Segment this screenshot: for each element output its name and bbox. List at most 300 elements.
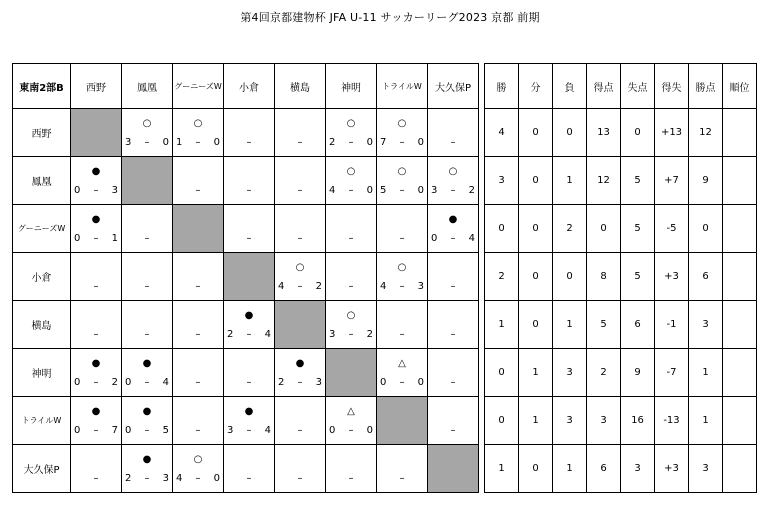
away-goals: 3 xyxy=(162,473,169,484)
score-separator: – xyxy=(450,233,456,244)
result-symbol: ● xyxy=(295,358,305,369)
unplayed-dash: – xyxy=(93,281,99,292)
column-team-header: 神明 xyxy=(326,64,377,109)
stat-value: 4 xyxy=(485,109,519,157)
score-separator: – xyxy=(297,281,303,292)
home-goals: 5 xyxy=(380,185,387,196)
result-symbol: ● xyxy=(244,406,254,417)
unplayed-match-cell xyxy=(173,157,224,205)
match-result-cell xyxy=(428,205,479,253)
match-result-cell xyxy=(71,349,122,397)
match-score xyxy=(278,281,322,293)
result-symbol: ● xyxy=(448,214,458,225)
home-goals: 3 xyxy=(227,425,234,436)
result-symbol: ● xyxy=(142,406,152,417)
away-goals: 2 xyxy=(111,377,118,388)
stat-value: +3 xyxy=(655,253,689,301)
team-row xyxy=(13,397,479,445)
unplayed-match-cell xyxy=(428,397,479,445)
stat-value: 1 xyxy=(689,349,723,397)
score-separator: – xyxy=(246,329,252,340)
score-separator: – xyxy=(348,425,354,436)
stat-value: 1 xyxy=(553,445,587,493)
stats-header-row xyxy=(485,64,757,109)
self-match-cell xyxy=(71,109,122,157)
score-separator: – xyxy=(348,137,354,148)
unplayed-match-cell xyxy=(224,205,275,253)
unplayed-dash: – xyxy=(144,329,150,340)
stat-value: 0 xyxy=(485,397,519,445)
unplayed-dash: – xyxy=(297,233,303,244)
stat-value: 0 xyxy=(621,109,655,157)
stat-value: -5 xyxy=(655,205,689,253)
match-result-cell xyxy=(173,109,224,157)
home-goals: 0 xyxy=(125,425,132,436)
home-goals: 0 xyxy=(431,233,438,244)
self-match-cell xyxy=(326,349,377,397)
result-symbol: ○ xyxy=(448,166,458,177)
row-team-header: 西野 xyxy=(13,109,71,157)
away-goals: 4 xyxy=(264,329,271,340)
unplayed-dash: – xyxy=(195,185,201,196)
stat-value xyxy=(723,445,757,493)
unplayed-dash: – xyxy=(450,137,456,148)
home-goals: 0 xyxy=(329,425,336,436)
score-separator: – xyxy=(93,233,99,244)
column-team-header: グーニーズW xyxy=(173,64,224,109)
result-symbol: ○ xyxy=(397,166,407,177)
match-result-cell xyxy=(377,253,428,301)
away-goals: 3 xyxy=(417,281,424,292)
match-score xyxy=(74,185,118,197)
match-score xyxy=(125,425,169,437)
unplayed-dash: – xyxy=(246,137,252,148)
away-goals: 0 xyxy=(417,185,424,196)
unplayed-match-cell xyxy=(122,205,173,253)
stat-value: 6 xyxy=(689,253,723,301)
unplayed-dash: – xyxy=(399,233,405,244)
score-separator: – xyxy=(93,185,99,196)
stat-value: 1 xyxy=(519,397,553,445)
unplayed-match-cell xyxy=(428,349,479,397)
column-team-header: 大久保P xyxy=(428,64,479,109)
match-result-cell xyxy=(428,157,479,205)
stat-value: +3 xyxy=(655,445,689,493)
row-team-header: 神明 xyxy=(13,349,71,397)
match-score xyxy=(431,233,475,245)
match-result-cell xyxy=(275,349,326,397)
group-label: 東南2部B xyxy=(13,64,71,109)
stat-value xyxy=(723,349,757,397)
stat-value: -13 xyxy=(655,397,689,445)
unplayed-dash: – xyxy=(246,377,252,388)
score-separator: – xyxy=(195,137,201,148)
self-match-cell xyxy=(173,205,224,253)
match-score xyxy=(227,329,271,341)
away-goals: 1 xyxy=(111,233,118,244)
home-goals: 2 xyxy=(227,329,234,340)
away-goals: 0 xyxy=(213,473,220,484)
score-separator: – xyxy=(246,425,252,436)
away-goals: 0 xyxy=(417,137,424,148)
unplayed-dash: – xyxy=(144,233,150,244)
self-match-cell xyxy=(377,397,428,445)
unplayed-dash: – xyxy=(195,425,201,436)
stat-value: 0 xyxy=(519,157,553,205)
stat-value: 3 xyxy=(485,157,519,205)
match-result-cell xyxy=(122,349,173,397)
stat-value: 1 xyxy=(519,349,553,397)
away-goals: 0 xyxy=(366,185,373,196)
unplayed-dash: – xyxy=(144,281,150,292)
unplayed-dash: – xyxy=(297,425,303,436)
score-separator: – xyxy=(348,185,354,196)
match-score xyxy=(125,137,169,149)
home-goals: 0 xyxy=(380,377,387,388)
match-score xyxy=(380,185,424,197)
self-match-cell xyxy=(428,445,479,493)
unplayed-match-cell xyxy=(71,445,122,493)
stat-value: 2 xyxy=(587,349,621,397)
unplayed-match-cell xyxy=(224,157,275,205)
match-score xyxy=(74,377,118,389)
stat-value xyxy=(723,301,757,349)
away-goals: 3 xyxy=(111,185,118,196)
home-goals: 2 xyxy=(278,377,285,388)
away-goals: 7 xyxy=(111,425,118,436)
match-score xyxy=(329,329,373,341)
stat-column-header: 負 xyxy=(553,64,587,109)
home-goals: 4 xyxy=(380,281,387,292)
stat-value: 3 xyxy=(553,349,587,397)
score-separator: – xyxy=(348,329,354,340)
column-team-header: 小倉 xyxy=(224,64,275,109)
stats-row xyxy=(485,349,757,397)
row-team-header: 鳳凰 xyxy=(13,157,71,205)
unplayed-match-cell xyxy=(377,301,428,349)
match-result-cell xyxy=(122,109,173,157)
stats-row xyxy=(485,253,757,301)
unplayed-dash: – xyxy=(450,425,456,436)
unplayed-dash: – xyxy=(93,473,99,484)
match-score xyxy=(125,473,169,485)
stat-value: 5 xyxy=(621,205,655,253)
away-goals: 2 xyxy=(366,329,373,340)
stat-value: 9 xyxy=(621,349,655,397)
unplayed-match-cell xyxy=(122,253,173,301)
stat-value: -7 xyxy=(655,349,689,397)
stat-column-header: 順位 xyxy=(723,64,757,109)
unplayed-match-cell xyxy=(224,109,275,157)
unplayed-match-cell xyxy=(275,109,326,157)
stats-row xyxy=(485,109,757,157)
stat-value: 6 xyxy=(621,301,655,349)
score-separator: – xyxy=(297,377,303,388)
stat-value: 0 xyxy=(519,445,553,493)
stat-value: +13 xyxy=(655,109,689,157)
match-result-cell xyxy=(377,109,428,157)
stat-value: +7 xyxy=(655,157,689,205)
unplayed-match-cell xyxy=(71,301,122,349)
stat-column-header: 勝 xyxy=(485,64,519,109)
unplayed-dash: – xyxy=(297,473,303,484)
match-score xyxy=(329,137,373,149)
result-symbol: ○ xyxy=(346,310,356,321)
away-goals: 2 xyxy=(468,185,475,196)
stat-value: 12 xyxy=(587,157,621,205)
score-separator: – xyxy=(195,473,201,484)
result-symbol: ● xyxy=(91,166,101,177)
stat-column-header: 分 xyxy=(519,64,553,109)
stat-value: 9 xyxy=(689,157,723,205)
stat-column-header: 失点 xyxy=(621,64,655,109)
score-separator: – xyxy=(450,185,456,196)
matrix-header-row xyxy=(13,64,479,109)
stat-column-header: 勝点 xyxy=(689,64,723,109)
row-team-header: トライルW xyxy=(13,397,71,445)
unplayed-dash: – xyxy=(348,233,354,244)
away-goals: 4 xyxy=(468,233,475,244)
stat-value: 1 xyxy=(553,157,587,205)
unplayed-match-cell xyxy=(428,301,479,349)
result-symbol: △ xyxy=(347,406,355,417)
away-goals: 0 xyxy=(162,137,169,148)
stats-row xyxy=(485,205,757,253)
result-symbol: ● xyxy=(91,406,101,417)
stat-value xyxy=(723,109,757,157)
result-symbol: △ xyxy=(398,358,406,369)
result-symbol: ○ xyxy=(142,118,152,129)
home-goals: 4 xyxy=(278,281,285,292)
match-score xyxy=(278,377,322,389)
stats-row xyxy=(485,445,757,493)
stat-value: 3 xyxy=(553,397,587,445)
stat-value: 0 xyxy=(553,253,587,301)
score-separator: – xyxy=(93,425,99,436)
team-row xyxy=(13,109,479,157)
unplayed-dash: – xyxy=(246,473,252,484)
match-score xyxy=(176,473,220,485)
page-title: 第4回京都建物杯 JFA U-11 サッカーリーグ2023 京都 前期 xyxy=(240,11,540,24)
row-team-header: 横島 xyxy=(13,301,71,349)
stat-value: 0 xyxy=(519,301,553,349)
match-result-cell xyxy=(224,301,275,349)
home-goals: 7 xyxy=(380,137,387,148)
unplayed-match-cell xyxy=(173,349,224,397)
match-result-cell xyxy=(377,157,428,205)
stat-column-header: 得失 xyxy=(655,64,689,109)
unplayed-dash: – xyxy=(450,329,456,340)
home-goals: 3 xyxy=(125,137,132,148)
unplayed-match-cell xyxy=(428,253,479,301)
stat-value: 3 xyxy=(587,397,621,445)
column-team-header: 西野 xyxy=(71,64,122,109)
stat-value: 8 xyxy=(587,253,621,301)
stat-value: 13 xyxy=(587,109,621,157)
unplayed-match-cell xyxy=(377,205,428,253)
home-goals: 0 xyxy=(125,377,132,388)
home-goals: 2 xyxy=(125,473,132,484)
stat-value: 3 xyxy=(689,301,723,349)
stat-value: 0 xyxy=(587,205,621,253)
match-result-cell xyxy=(275,253,326,301)
stat-value: 1 xyxy=(485,445,519,493)
unplayed-match-cell xyxy=(275,445,326,493)
away-goals: 0 xyxy=(366,425,373,436)
unplayed-match-cell xyxy=(224,445,275,493)
team-row xyxy=(13,253,479,301)
away-goals: 0 xyxy=(366,137,373,148)
score-separator: – xyxy=(399,137,405,148)
unplayed-dash: – xyxy=(246,233,252,244)
unplayed-dash: – xyxy=(348,281,354,292)
match-result-cell xyxy=(326,109,377,157)
match-score xyxy=(74,233,118,245)
match-score xyxy=(380,281,424,293)
result-symbol: ○ xyxy=(397,118,407,129)
result-symbol: ○ xyxy=(397,262,407,273)
result-symbol: ● xyxy=(244,310,254,321)
home-goals: 2 xyxy=(329,137,336,148)
unplayed-dash: – xyxy=(297,137,303,148)
team-row xyxy=(13,445,479,493)
row-team-header: 大久保P xyxy=(13,445,71,493)
stat-value: 1 xyxy=(553,301,587,349)
stat-value: 12 xyxy=(689,109,723,157)
away-goals: 5 xyxy=(162,425,169,436)
away-goals: 3 xyxy=(315,377,322,388)
result-symbol: ○ xyxy=(295,262,305,273)
unplayed-match-cell xyxy=(173,253,224,301)
match-result-cell xyxy=(173,445,224,493)
stats-row xyxy=(485,397,757,445)
home-goals: 0 xyxy=(74,425,81,436)
match-result-cell xyxy=(326,301,377,349)
score-separator: – xyxy=(144,137,150,148)
away-goals: 2 xyxy=(315,281,322,292)
unplayed-match-cell xyxy=(326,253,377,301)
result-symbol: ● xyxy=(91,214,101,225)
home-goals: 3 xyxy=(431,185,438,196)
unplayed-dash: – xyxy=(195,377,201,388)
stat-value: 0 xyxy=(519,253,553,301)
stat-value: 0 xyxy=(689,205,723,253)
stat-value: 3 xyxy=(621,445,655,493)
result-symbol: ● xyxy=(142,358,152,369)
home-goals: 0 xyxy=(74,233,81,244)
team-row xyxy=(13,157,479,205)
match-score xyxy=(380,137,424,149)
unplayed-match-cell xyxy=(275,157,326,205)
stats-row xyxy=(485,301,757,349)
score-separator: – xyxy=(399,185,405,196)
stat-value: 1 xyxy=(485,301,519,349)
league-matrix-table xyxy=(12,63,479,493)
result-symbol: ○ xyxy=(193,454,203,465)
match-score xyxy=(329,185,373,197)
away-goals: 4 xyxy=(264,425,271,436)
unplayed-dash: – xyxy=(297,185,303,196)
match-result-cell xyxy=(122,445,173,493)
match-result-cell xyxy=(326,397,377,445)
self-match-cell xyxy=(224,253,275,301)
stat-value: 5 xyxy=(587,301,621,349)
unplayed-dash: – xyxy=(450,377,456,388)
stat-value: 5 xyxy=(621,253,655,301)
unplayed-match-cell xyxy=(275,397,326,445)
stat-value xyxy=(723,157,757,205)
score-separator: – xyxy=(144,425,150,436)
stat-value: 0 xyxy=(519,205,553,253)
match-result-cell xyxy=(71,157,122,205)
result-symbol: ○ xyxy=(193,118,203,129)
match-score xyxy=(380,377,424,389)
unplayed-match-cell xyxy=(173,397,224,445)
stat-value: 5 xyxy=(621,157,655,205)
stat-value: 0 xyxy=(519,109,553,157)
stat-value: 1 xyxy=(689,397,723,445)
stat-value xyxy=(723,253,757,301)
away-goals: 0 xyxy=(417,377,424,388)
match-result-cell xyxy=(71,205,122,253)
column-team-header: 横島 xyxy=(275,64,326,109)
score-separator: – xyxy=(144,377,150,388)
unplayed-dash: – xyxy=(450,281,456,292)
stat-value xyxy=(723,397,757,445)
stat-value: 3 xyxy=(689,445,723,493)
result-symbol: ○ xyxy=(346,118,356,129)
stat-value xyxy=(723,205,757,253)
unplayed-dash: – xyxy=(348,473,354,484)
match-score xyxy=(176,137,220,149)
match-score xyxy=(74,425,118,437)
row-team-header: 小倉 xyxy=(13,253,71,301)
home-goals: 1 xyxy=(176,137,183,148)
score-separator: – xyxy=(93,377,99,388)
home-goals: 4 xyxy=(176,473,183,484)
away-goals: 4 xyxy=(162,377,169,388)
unplayed-dash: – xyxy=(399,329,405,340)
result-symbol: ○ xyxy=(346,166,356,177)
column-team-header: トライルW xyxy=(377,64,428,109)
row-team-header: グーニーズW xyxy=(13,205,71,253)
stat-value: 0 xyxy=(485,205,519,253)
match-score xyxy=(227,425,271,437)
unplayed-match-cell xyxy=(326,205,377,253)
stat-value: 2 xyxy=(485,253,519,301)
unplayed-dash: – xyxy=(195,329,201,340)
stat-value: 0 xyxy=(553,109,587,157)
unplayed-match-cell xyxy=(122,301,173,349)
match-result-cell xyxy=(326,157,377,205)
unplayed-dash: – xyxy=(399,473,405,484)
home-goals: 0 xyxy=(74,185,81,196)
stats-row xyxy=(485,157,757,205)
self-match-cell xyxy=(122,157,173,205)
unplayed-match-cell xyxy=(326,445,377,493)
unplayed-match-cell xyxy=(224,349,275,397)
match-score xyxy=(125,377,169,389)
home-goals: 3 xyxy=(329,329,336,340)
unplayed-dash: – xyxy=(93,329,99,340)
result-symbol: ● xyxy=(91,358,101,369)
standings-stats-table xyxy=(484,63,757,493)
unplayed-match-cell xyxy=(71,253,122,301)
stat-value: 6 xyxy=(587,445,621,493)
match-score xyxy=(431,185,475,197)
match-result-cell xyxy=(377,349,428,397)
unplayed-match-cell xyxy=(275,205,326,253)
